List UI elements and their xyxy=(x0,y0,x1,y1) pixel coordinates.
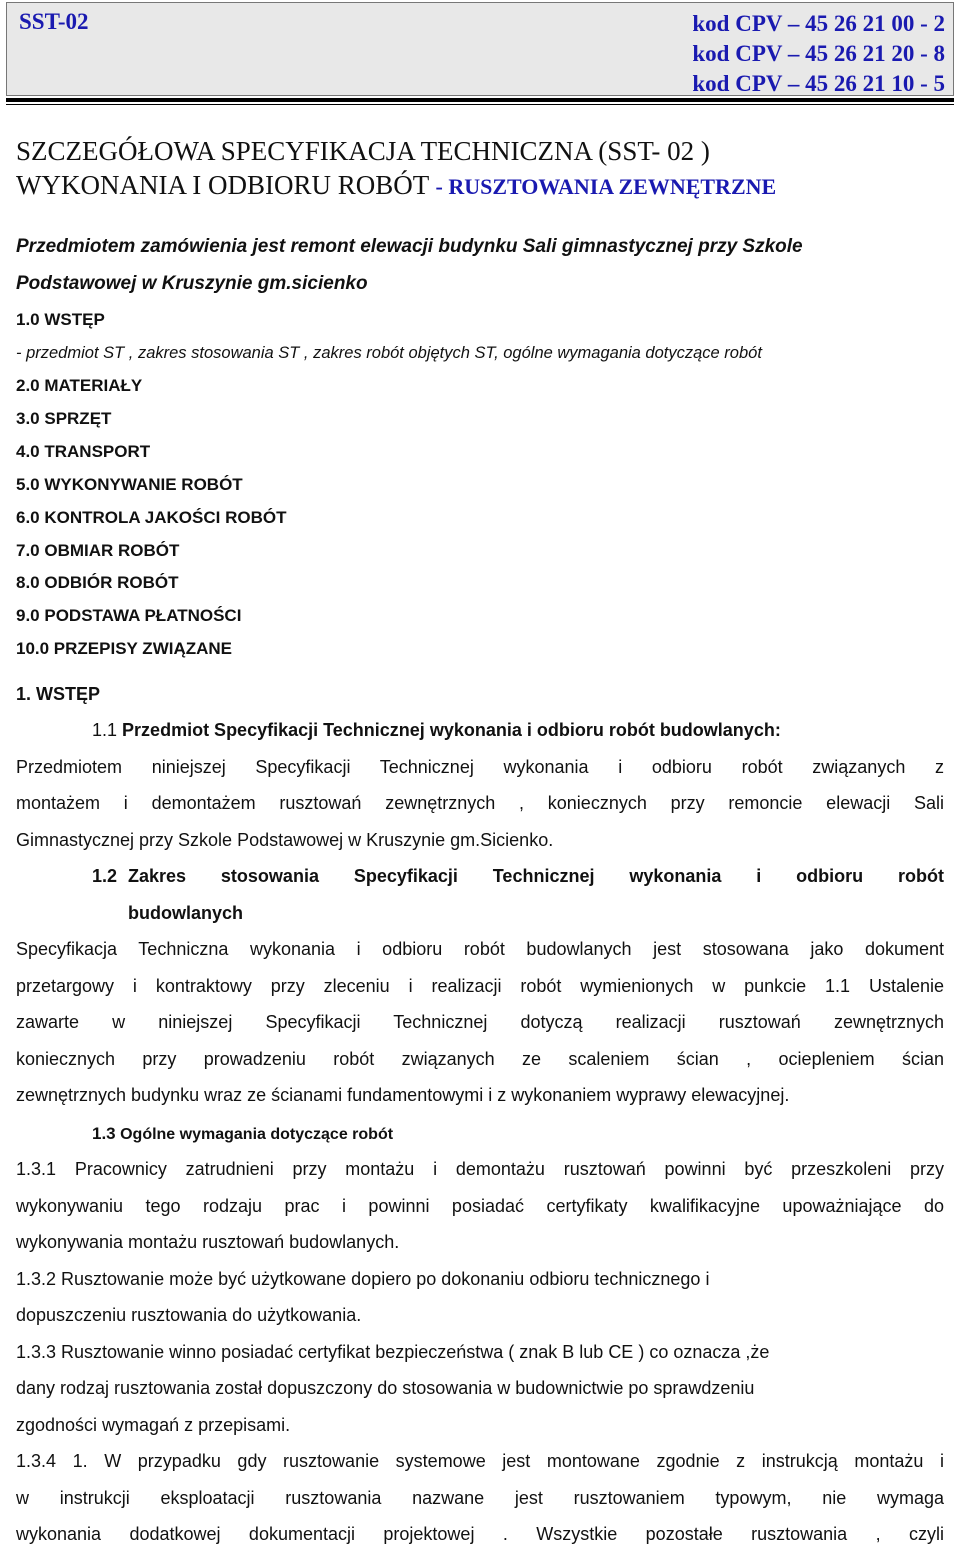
document-title: SZCZEGÓŁOWA SPECYFIKACJA TECHNICZNA (SST- 02 ) xyxy=(16,136,710,166)
cpv-code: kod CPV – 45 26 21 10 - 5 xyxy=(692,71,945,96)
toc-description: - przedmiot ST , zakres stosowania ST , zakres robót objętych ST, ogólne wymagania dotyczące robót xyxy=(16,344,762,362)
subsection-title: Przedmiot Specyfikacji Technicznej wykonania i odbioru robót budowlanych: xyxy=(122,720,781,740)
paragraph-line: 1.3.4 1. W przypadku gdy rusztowanie systemowe jest montowane zgodnie z instrukcją montażu i xyxy=(16,1451,944,1471)
header-divider-thin xyxy=(6,104,954,105)
paragraph-line: zewnętrznych budynku wraz ze ścianami fundamentowymi i z wykonaniem wyprawy elewacyjnej. xyxy=(16,1085,790,1105)
subsection-number: 1.1 xyxy=(92,720,118,740)
paragraph-line: koniecznych przy prowadzeniu robót związanych ze scaleniem ścian , ociepleniem ścian xyxy=(16,1049,944,1069)
paragraph-line: dany rodzaj rusztowania został dopuszczony do stosowania w budownictwie po sprawdzeniu xyxy=(16,1378,755,1398)
toc-item: 4.0 TRANSPORT xyxy=(16,442,151,461)
paragraph-line: 1.3.1 Pracownicy zatrudnieni przy montażu i demontażu rusztowań powinni być przeszkoleni przy xyxy=(16,1159,944,1179)
toc-item: 3.0 SPRZĘT xyxy=(16,409,112,428)
subsection-title: Zakres stosowania Specyfikacji Technicznej wykonania i odbioru robót xyxy=(128,866,944,886)
toc-item: 7.0 OBMIAR ROBÓT xyxy=(16,541,180,560)
paragraph-line: dopuszczeniu rusztowania do użytkowania. xyxy=(16,1305,362,1325)
doc-code: SST-02 xyxy=(19,9,89,34)
title-main: WYKONANIA I ODBIORU ROBÓT xyxy=(16,170,429,200)
document-subtitle: - RUSZTOWANIA ZEWNĘTRZNE xyxy=(435,174,777,199)
subsection-title: budowlanych xyxy=(128,903,244,923)
toc-item: 1.0 WSTĘP xyxy=(16,310,105,329)
paragraph-line: Specyfikacja Techniczna wykonania i odbioru robót budowlanych jest stosowana jako dokument xyxy=(16,939,944,959)
paragraph-line: Przedmiotem niniejszej Specyfikacji Technicznej wykonania i odbioru robót związanych z xyxy=(16,757,944,777)
cpv-code: kod CPV – 45 26 21 20 - 8 xyxy=(692,41,945,66)
paragraph-line: zawarte w niniejszej Specyfikacji Technicznej dotyczą realizacji rusztowań zewnętrznych xyxy=(16,1012,944,1032)
toc-item: 10.0 PRZEPISY ZWIĄZANE xyxy=(16,639,233,658)
section-heading: 1. WSTĘP xyxy=(16,684,101,704)
paragraph-line: zgodności wymagań z przepisami. xyxy=(16,1415,291,1435)
paragraph-line: wykonywaniu tego rodzaju prac i powinni posiadać certyfikaty kwalifikacyjne upoważniające do xyxy=(16,1196,944,1216)
paragraph-line: w instrukcji eksploatacji rusztowania nazwane jest rusztowaniem typowym, nie wymaga xyxy=(16,1488,944,1508)
toc-item: 5.0 WYKONYWANIE ROBÓT xyxy=(16,475,243,494)
intro-line: Podstawowej w Kruszynie gm.sicienko xyxy=(16,273,368,294)
cpv-codes xyxy=(692,9,945,99)
paragraph-line: wykonania dodatkowej dokumentacji projektowej . Wszystkie pozostałe rusztowania , czyli xyxy=(16,1524,944,1544)
subsection-number: 1.2 xyxy=(92,866,118,886)
toc-item: 6.0 KONTROLA JAKOŚCI ROBÓT xyxy=(16,508,287,527)
document-header xyxy=(6,2,954,96)
subsection-1-3-heading xyxy=(92,1124,393,1144)
paragraph-line: 1.3.3 Rusztowanie winno posiadać certyfikat bezpieczeństwa ( znak B lub CE ) co oznacza ,że xyxy=(16,1342,770,1362)
document-title-line2 xyxy=(16,170,776,201)
subsection-1-2-heading xyxy=(92,866,117,887)
paragraph-line: wykonywania montażu rusztowań budowlanych. xyxy=(16,1232,400,1252)
toc-item: 8.0 ODBIÓR ROBÓT xyxy=(16,573,179,592)
intro-line: Przedmiotem zamówienia jest remont elewacji budynku Sali gimnastycznej przy Szkole xyxy=(16,236,803,257)
cpv-code: kod CPV – 45 26 21 00 - 2 xyxy=(692,11,945,36)
paragraph-line: przetargowy i kontraktowy przy zleceniu i realizacji robót wymienionych w punkcie 1.1 Ustalenie xyxy=(16,976,944,996)
subsection-title: Ogólne wymagania dotyczące robót xyxy=(120,1126,394,1143)
paragraph-line: montażem i demontażem rusztowań zewnętrznych , koniecznych przy remoncie elewacji Sali xyxy=(16,793,944,813)
subsection-number: 1.3 xyxy=(92,1124,116,1143)
paragraph-line: 1.3.2 Rusztowanie może być użytkowane dopiero po dokonaniu odbioru technicznego i xyxy=(16,1269,710,1289)
subsection-1-1-heading xyxy=(92,720,781,741)
toc-item: 2.0 MATERIAŁY xyxy=(16,376,143,395)
toc-item: 9.0 PODSTAWA PŁATNOŚCI xyxy=(16,606,242,625)
paragraph-line: Gimnastycznej przy Szkole Podstawowej w Kruszynie gm.Sicienko. xyxy=(16,830,554,850)
header-divider xyxy=(6,98,954,102)
